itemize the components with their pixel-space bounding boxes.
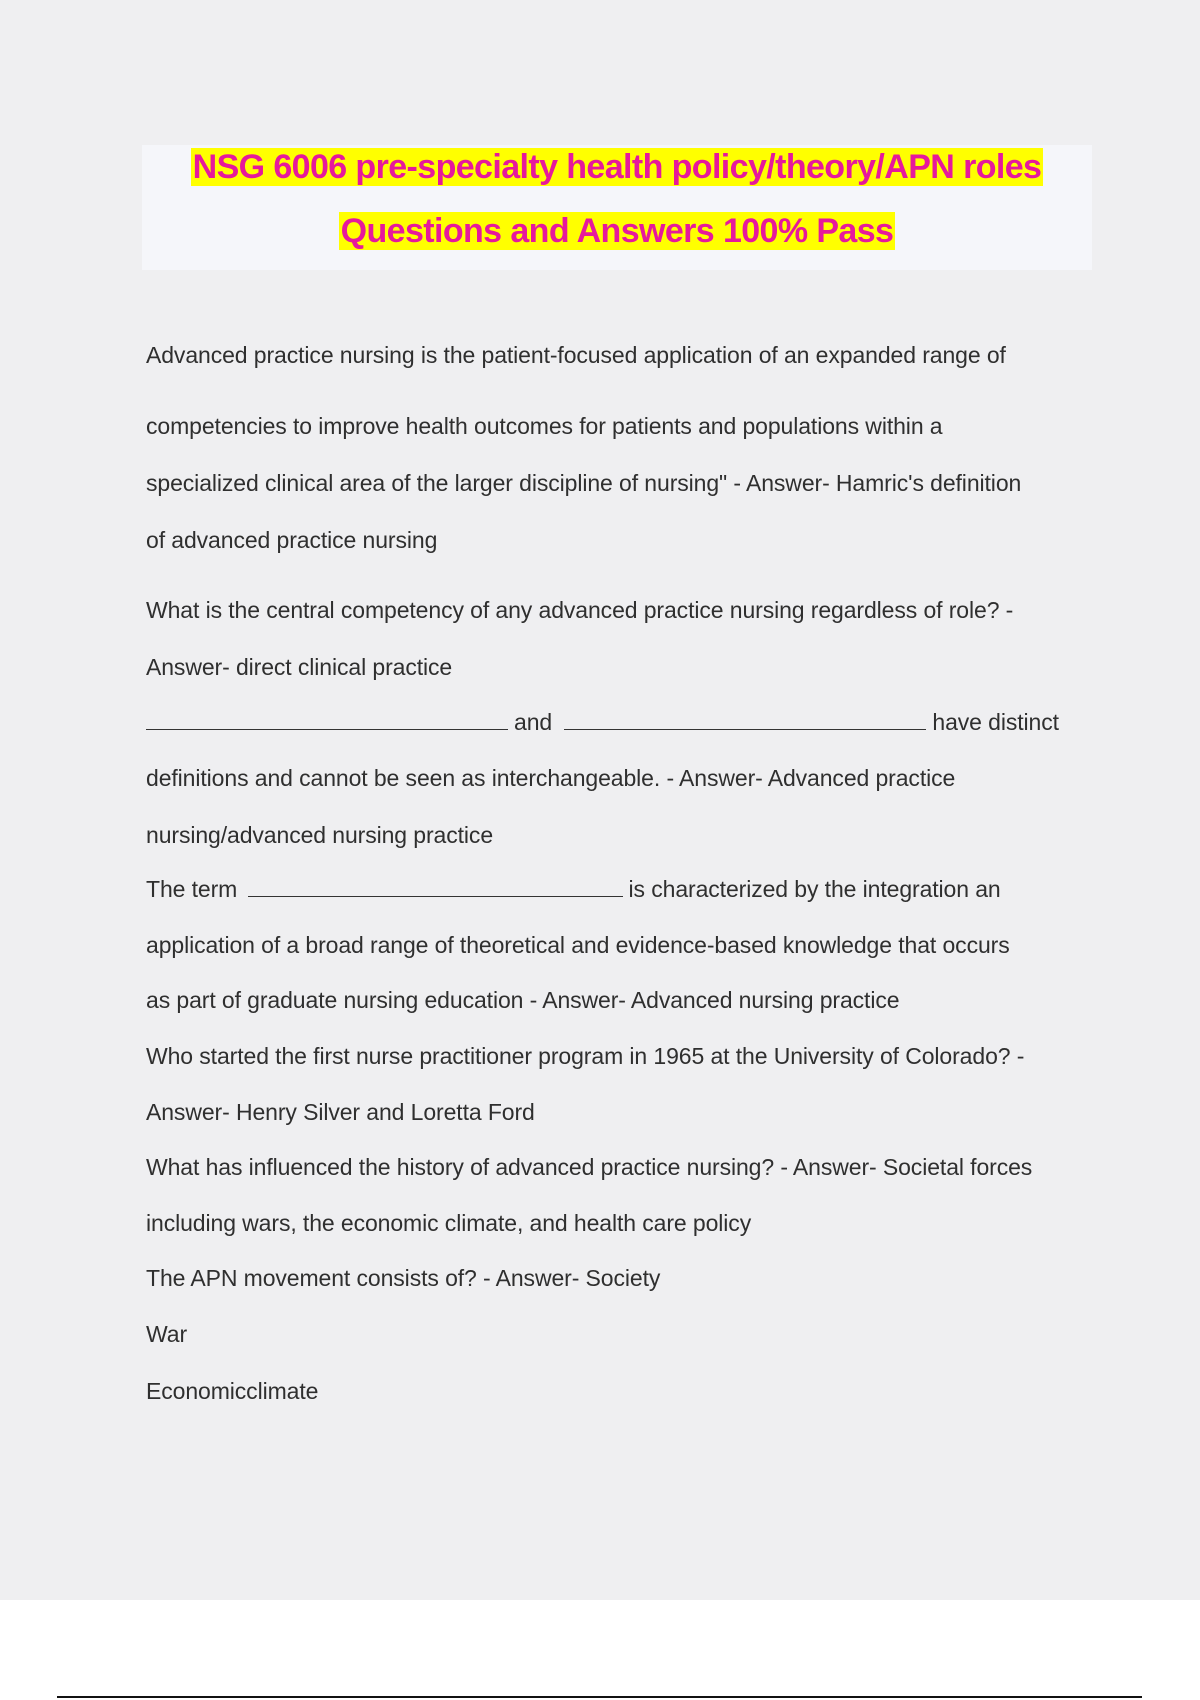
body-text-line: War xyxy=(146,1321,188,1347)
document-title-line-2 xyxy=(142,211,1092,251)
blank-connector-text: and xyxy=(514,709,553,735)
body-text-line: nursing/advanced nursing practice xyxy=(146,822,494,848)
body-text-line: Advanced practice nursing is the patient-focused application of an expanded range of xyxy=(146,342,1006,368)
body-text-line: application of a broad range of theoretical and evidence-based knowledge that occurs xyxy=(146,932,1010,958)
blank-trailing-text: have distinct xyxy=(932,709,1059,735)
fill-in-blank-line xyxy=(146,875,1001,903)
title-highlight-1: NSG 6006 pre-specialty health policy/theory/APN roles xyxy=(192,148,1042,186)
body-text-line: Answer- Henry Silver and Loretta Ford xyxy=(146,1099,535,1125)
body-text-line: Economicclimate xyxy=(146,1378,319,1404)
body-text-line: Who started the first nurse practitioner program in 1965 at the University of Colorado? - xyxy=(146,1043,1025,1069)
blank-leading-text: The term xyxy=(146,876,238,902)
title-highlight-2: Questions and Answers 100% Pass xyxy=(340,212,894,250)
document-title-line-1 xyxy=(142,147,1092,187)
body-text-line: What is the central competency of any advanced practice nursing regardless of role? - xyxy=(146,597,1014,623)
body-text-line: specialized clinical area of the larger discipline of nursing" - Answer- Hamric's definition xyxy=(146,470,1022,496)
body-text-line: of advanced practice nursing xyxy=(146,527,438,553)
answer-blank xyxy=(564,728,926,730)
answer-blank xyxy=(248,895,623,897)
body-text-line: Answer- direct clinical practice xyxy=(146,654,453,680)
body-text-line: definitions and cannot be seen as interchangeable. - Answer- Advanced practice xyxy=(146,765,956,791)
body-text-line: The APN movement consists of? - Answer- Society xyxy=(146,1265,661,1291)
body-text-line: as part of graduate nursing education - Answer- Advanced nursing practice xyxy=(146,987,900,1013)
body-text-line: competencies to improve health outcomes for patients and populations within a xyxy=(146,413,943,439)
body-text-line: What has influenced the history of advanced practice nursing? - Answer- Societal forces xyxy=(146,1154,1033,1180)
fill-in-blank-line xyxy=(146,708,1059,736)
body-text-line: including wars, the economic climate, and health care policy xyxy=(146,1210,752,1236)
footer-divider xyxy=(57,1696,1142,1698)
blank-trailing-text: is characterized by the integration an xyxy=(628,876,1001,902)
document-title-block xyxy=(142,145,1092,270)
answer-blank xyxy=(146,728,508,730)
